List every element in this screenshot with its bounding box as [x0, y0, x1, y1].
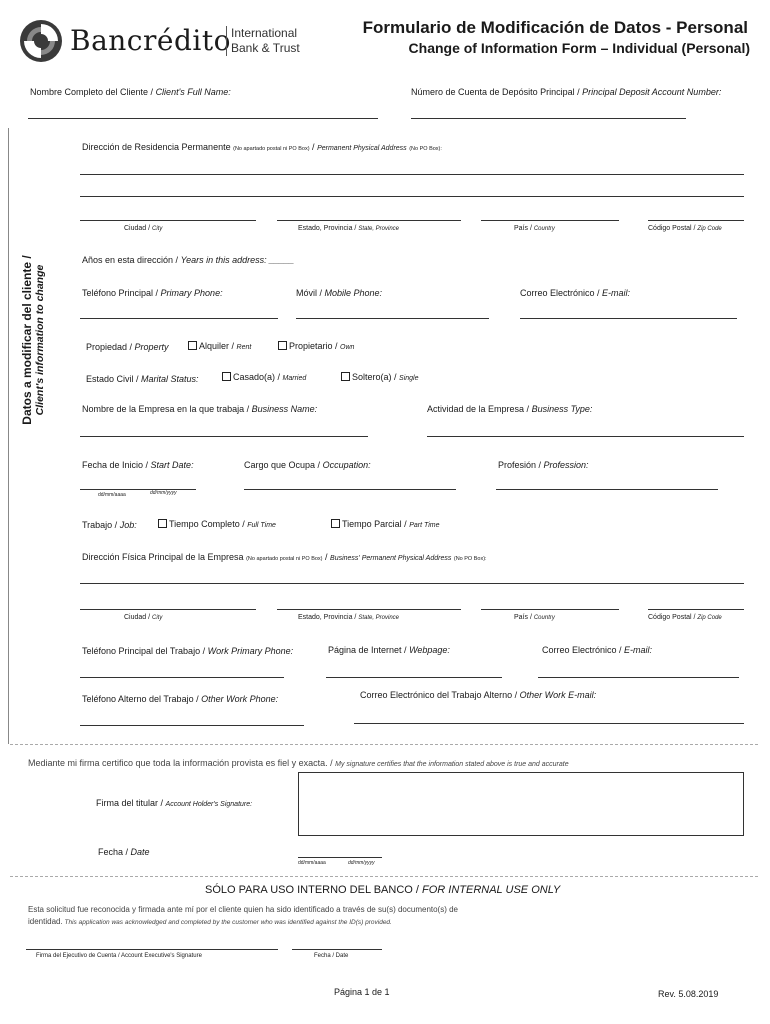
property-row	[86, 342, 169, 352]
business-country-label: País / Country	[514, 614, 555, 621]
rent-checkbox[interactable]	[188, 341, 197, 350]
profession-label: Profesión / Profession:	[498, 460, 589, 470]
zip-label: Código Postal / Zip Code	[648, 225, 722, 232]
internal-text-1: Esta solicitud fue reconocida y firmada ante mí por el cliente quien ha sido identificado a través de su(s) documento(s) de	[28, 905, 459, 914]
client-name-label: Nombre Completo del Cliente / Client's Full Name:	[30, 87, 231, 97]
property-label: Propiedad / Property	[86, 342, 169, 352]
email-label: Correo Electrónico / E-mail:	[520, 288, 631, 298]
holder-signature-box[interactable]	[298, 772, 744, 836]
city-label: Ciudad / City	[124, 225, 163, 232]
full-time-option[interactable]: Tiempo Completo / Full Time	[158, 519, 276, 529]
work-email-field[interactable]	[538, 677, 739, 678]
start-date-format-en: dd/mm/yyyy	[150, 490, 177, 496]
business-type-field[interactable]	[427, 436, 744, 437]
sidebar-label-es: Datos a modificar del cliente /	[20, 255, 34, 425]
business-name-label: Nombre de la Empresa en la que trabaja / Business Name:	[82, 404, 318, 414]
single-checkbox[interactable]	[341, 372, 350, 381]
logo-sub-1: International	[231, 26, 298, 40]
address-label: Dirección de Residencia Permanente (No apartado postal ni PO Box) / Permanent Physical Address (No PO Box):	[82, 142, 442, 152]
job-label: Trabajo / Job:	[82, 520, 137, 530]
email-field[interactable]	[520, 318, 737, 319]
occupation-label: Cargo que Ocupa / Occupation:	[244, 460, 371, 470]
certification-text: Mediante mi firma certifico que toda la información provista es fiel y exacta. / My signature certifies that the information stated above is true and accurate	[28, 758, 569, 768]
start-date-label: Fecha de Inicio / Start Date:	[82, 460, 194, 470]
primary-phone-field[interactable]	[80, 318, 278, 319]
page-number: Página 1 de 1	[334, 987, 390, 997]
info-section-frame	[8, 128, 13, 744]
city-field[interactable]	[80, 220, 256, 221]
own-option[interactable]: Propietario / Own	[278, 341, 354, 351]
exec-date-field[interactable]	[292, 949, 382, 950]
marital-label: Estado Civil / Marital Status:	[86, 374, 199, 384]
work-phone-label: Teléfono Principal del Trabajo / Work Primary Phone:	[82, 646, 294, 656]
sidebar-label	[20, 160, 60, 520]
primary-phone-label: Teléfono Principal / Primary Phone:	[82, 288, 223, 298]
form-title: Formulario de Modificación de Datos - Personal	[362, 18, 748, 37]
business-country-field[interactable]	[481, 609, 619, 610]
country-label: País / Country	[514, 225, 555, 232]
business-type-label: Actividad de la Empresa / Business Type:	[427, 404, 593, 414]
own-checkbox[interactable]	[278, 341, 287, 350]
state-label: Estado, Provincia / State, Province	[298, 225, 399, 232]
business-state-label: Estado, Provincia / State, Province	[298, 614, 399, 621]
state-field[interactable]	[277, 220, 461, 221]
signature-date-field[interactable]	[298, 857, 382, 858]
profession-field[interactable]	[496, 489, 718, 490]
business-address-line-1[interactable]	[80, 583, 744, 584]
business-zip-field[interactable]	[648, 609, 744, 610]
start-date-format-es: dd/mm/aaaa	[98, 492, 126, 498]
married-checkbox[interactable]	[222, 372, 231, 381]
business-city-label: Ciudad / City	[124, 614, 163, 621]
signature-date-format-en: dd/mm/yyyy	[348, 860, 375, 866]
logo-name: Bancrédito	[70, 24, 231, 57]
exec-date-label: Fecha / Date	[314, 953, 349, 959]
section-divider	[10, 744, 758, 745]
mobile-phone-field[interactable]	[296, 318, 489, 319]
alt-work-email-field[interactable]	[354, 723, 744, 724]
logo-mark-icon	[18, 18, 64, 64]
work-phone-field[interactable]	[80, 677, 284, 678]
logo-sub-2: Bank & Trust	[231, 41, 300, 55]
business-zip-label: Código Postal / Zip Code	[648, 614, 722, 621]
account-number-field[interactable]	[411, 118, 686, 119]
exec-signature-field[interactable]	[26, 949, 278, 950]
address-line-2[interactable]	[80, 196, 744, 197]
part-time-option[interactable]: Tiempo Parcial / Part Time	[331, 519, 439, 529]
years-label: Años en esta dirección / Years in this address: _____	[82, 255, 295, 265]
alt-work-email-label: Correo Electrónico del Trabajo Alterno / Other Work E-mail:	[360, 690, 597, 700]
revision: Rev. 5.08.2019	[658, 989, 719, 999]
business-name-field[interactable]	[80, 436, 368, 437]
client-name-field[interactable]	[28, 118, 378, 119]
rent-option[interactable]: Alquiler / Rent	[188, 341, 251, 351]
business-state-field[interactable]	[277, 609, 461, 610]
form-subtitle: Change of Information Form – Individual (Personal)	[408, 40, 750, 56]
sidebar-label-en: Client's information to change	[34, 264, 46, 416]
signature-date-format-es: dd/mm/aaaa	[298, 860, 326, 866]
signature-date-label: Fecha / Date	[98, 847, 150, 857]
webpage-field[interactable]	[326, 677, 502, 678]
internal-text-2: identidad. This application was acknowledged and completed by the customer who was identified against the ID(s) provided.	[28, 917, 392, 926]
address-line-1[interactable]	[80, 174, 744, 175]
bank-logo	[18, 18, 318, 64]
internal-divider	[10, 876, 758, 877]
full-time-checkbox[interactable]	[158, 519, 167, 528]
mobile-phone-label: Móvil / Mobile Phone:	[296, 288, 383, 298]
zip-field[interactable]	[648, 220, 744, 221]
account-number-label: Número de Cuenta de Depósito Principal / Principal Deposit Account Number:	[411, 87, 722, 97]
exec-signature-label: Firma del Ejecutivo de Cuenta / Account Executive's Signature	[36, 953, 202, 959]
internal-use-title: SÓLO PARA USO INTERNO DEL BANCO / FOR INTERNAL USE ONLY	[205, 884, 561, 896]
business-city-field[interactable]	[80, 609, 256, 610]
alt-work-phone-label: Teléfono Alterno del Trabajo / Other Work Phone:	[82, 694, 279, 704]
work-email-label: Correo Electrónico / E-mail:	[542, 645, 653, 655]
part-time-checkbox[interactable]	[331, 519, 340, 528]
alt-work-phone-field[interactable]	[80, 725, 304, 726]
country-field[interactable]	[481, 220, 619, 221]
business-address-label: Dirección Física Principal de la Empresa (No apartado postal ni PO Box) / Business' Permanent Physical Address (No PO Box):	[82, 552, 487, 562]
holder-signature-label: Firma del titular / Account Holder's Signature:	[96, 798, 253, 808]
webpage-label: Página de Internet / Webpage:	[328, 645, 450, 655]
occupation-field[interactable]	[244, 489, 456, 490]
single-option[interactable]: Soltero(a) / Single	[341, 372, 419, 382]
start-date-field[interactable]	[80, 489, 196, 490]
married-option[interactable]: Casado(a) / Married	[222, 372, 306, 382]
